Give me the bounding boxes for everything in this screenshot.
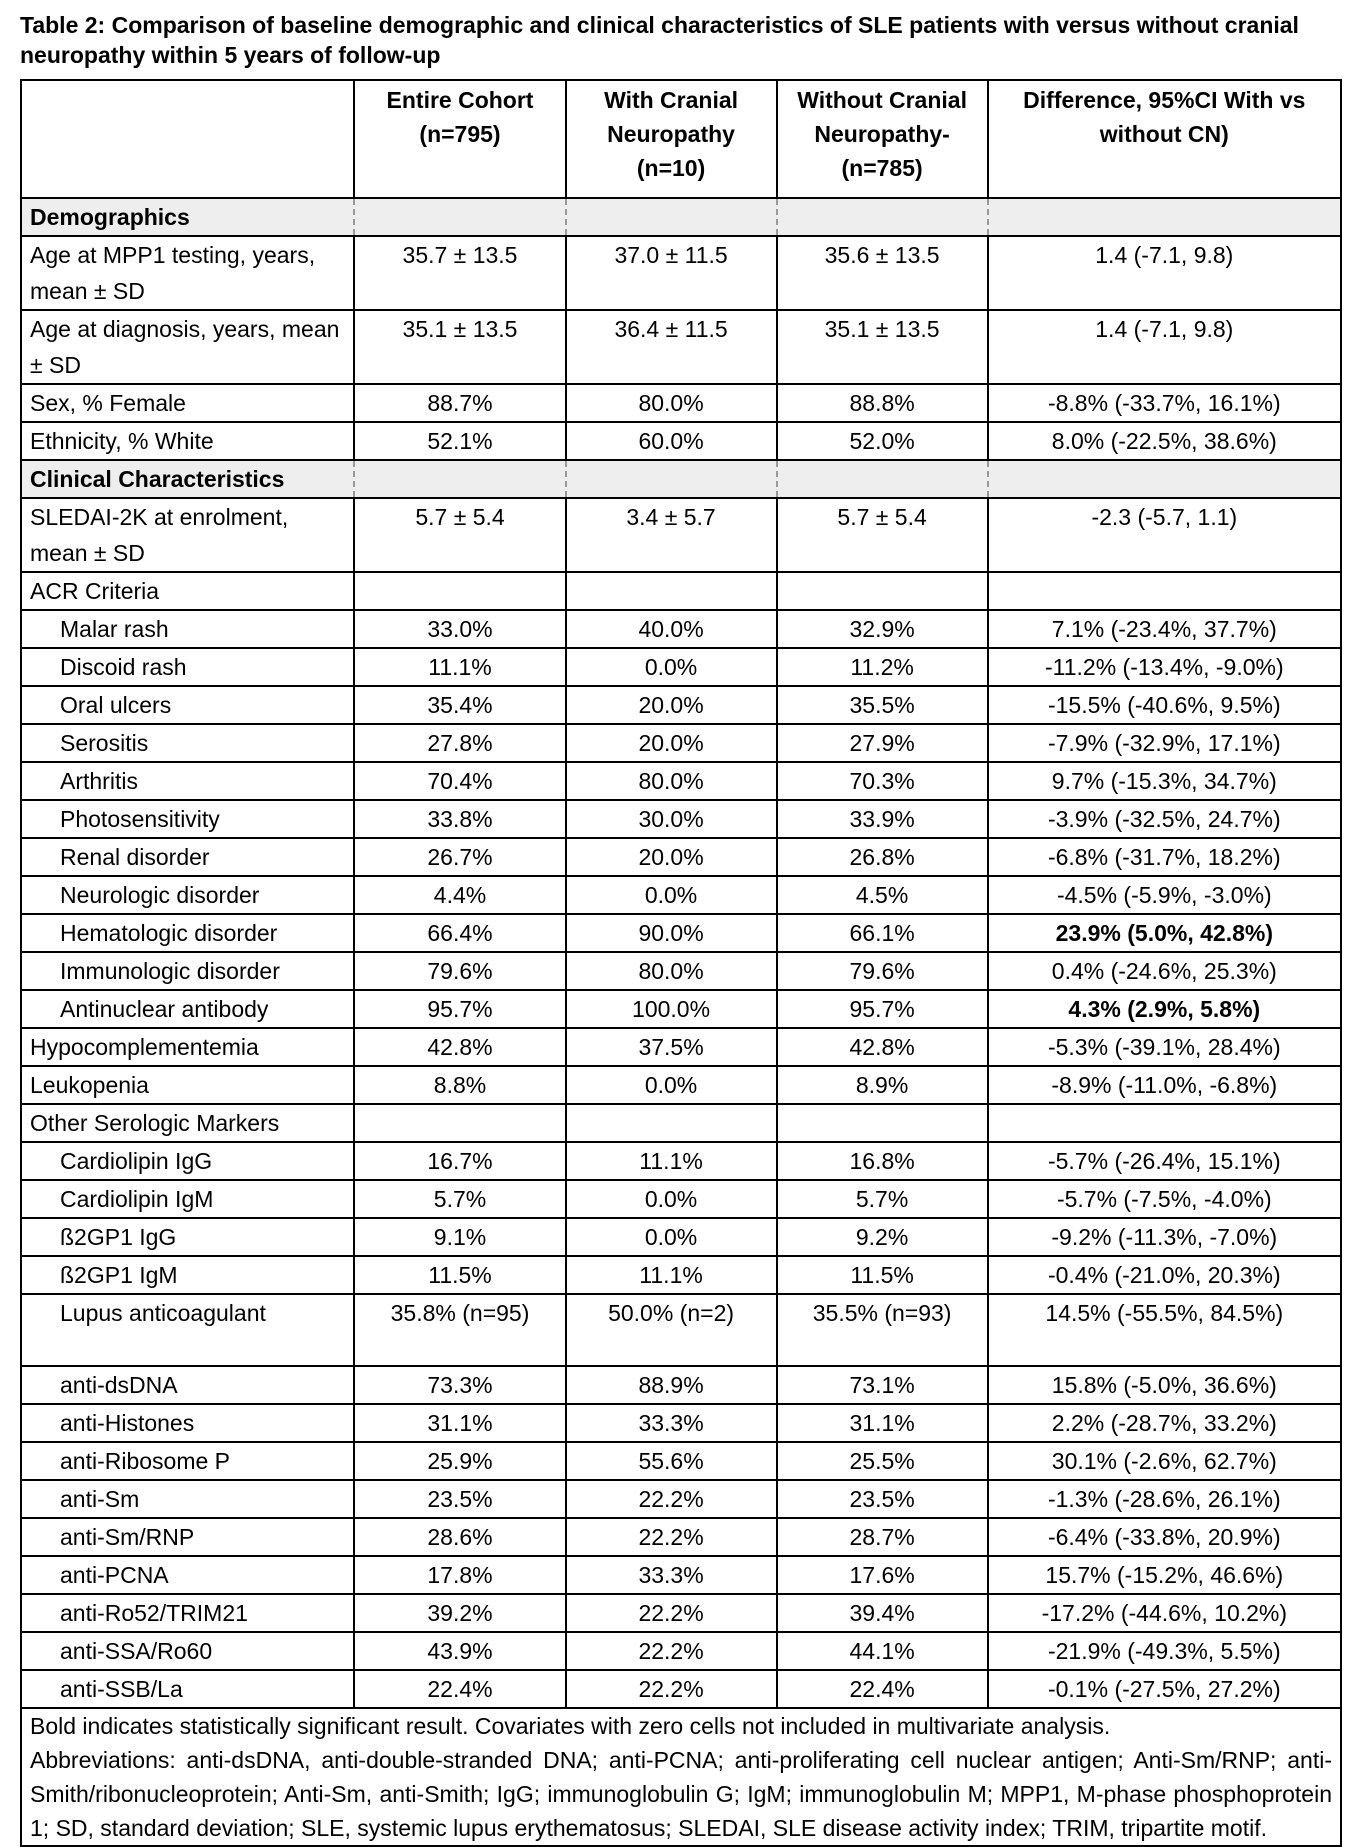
entire-cohort-cell: 35.7 ± 13.5	[354, 236, 565, 310]
table-row	[21, 1366, 1341, 1404]
row-label: Renal disorder	[21, 838, 354, 876]
row-label: anti-Histones	[21, 1404, 354, 1442]
with-cn-cell: 33.3%	[566, 1404, 777, 1442]
with-cn-cell: 60.0%	[566, 422, 777, 460]
with-cn-cell: 30.0%	[566, 800, 777, 838]
without-cn-cell: 26.8%	[777, 838, 988, 876]
entire-cohort-cell: 33.0%	[354, 610, 565, 648]
row-label: Immunologic disorder	[21, 952, 354, 990]
with-cn-cell: 80.0%	[566, 952, 777, 990]
with-cn-cell: 0.0%	[566, 1180, 777, 1218]
row-label: anti-SSA/Ro60	[21, 1632, 354, 1670]
difference-cell	[988, 572, 1341, 610]
section-row-demographics	[21, 198, 1341, 236]
without-cn-cell: 11.5%	[777, 1256, 988, 1294]
characteristics-table	[20, 79, 1342, 1847]
entire-cohort-cell: 52.1%	[354, 422, 565, 460]
table-row	[21, 1294, 1341, 1366]
entire-cohort-cell: 27.8%	[354, 724, 565, 762]
row-label: Malar rash	[21, 610, 354, 648]
entire-cohort-cell: 39.2%	[354, 1594, 565, 1632]
header-without-cn: Without Cranial Neuropathy- (n=785)	[777, 80, 988, 198]
without-cn-cell: 16.8%	[777, 1142, 988, 1180]
row-label: ß2GP1 IgM	[21, 1256, 354, 1294]
difference-cell: 9.7% (-15.3%, 34.7%)	[988, 762, 1341, 800]
row-label: Age at diagnosis, years, mean ± SD	[21, 310, 354, 384]
without-cn-cell: 22.4%	[777, 1670, 988, 1708]
entire-cohort-cell: 66.4%	[354, 914, 565, 952]
without-cn-cell: 52.0%	[777, 422, 988, 460]
with-cn-cell: 11.1%	[566, 1142, 777, 1180]
entire-cohort-cell: 42.8%	[354, 1028, 565, 1066]
footnote-cell	[21, 1708, 1341, 1846]
table-row	[21, 762, 1341, 800]
entire-cohort-cell: 4.4%	[354, 876, 565, 914]
without-cn-cell: 35.5% (n=93)	[777, 1294, 988, 1366]
difference-cell: -17.2% (-44.6%, 10.2%)	[988, 1594, 1341, 1632]
header-with-cn: With Cranial Neuropathy (n=10)	[566, 80, 777, 198]
row-label: ß2GP1 IgG	[21, 1218, 354, 1256]
with-cn-cell: 0.0%	[566, 648, 777, 686]
without-cn-cell: 4.5%	[777, 876, 988, 914]
without-cn-cell: 9.2%	[777, 1218, 988, 1256]
row-label: Serositis	[21, 724, 354, 762]
with-cn-cell: 22.2%	[566, 1632, 777, 1670]
entire-cohort-cell: 16.7%	[354, 1142, 565, 1180]
header-entire-cohort: Entire Cohort (n=795)	[354, 80, 565, 198]
with-cn-cell: 80.0%	[566, 384, 777, 422]
entire-cohort-cell: 11.5%	[354, 1256, 565, 1294]
table-row	[21, 1180, 1341, 1218]
row-label: Neurologic disorder	[21, 876, 354, 914]
row-label: Age at MPP1 testing, years, mean ± SD	[21, 236, 354, 310]
with-cn-cell: 0.0%	[566, 1066, 777, 1104]
row-label: Hypocomplementemia	[21, 1028, 354, 1066]
table-row	[21, 838, 1341, 876]
section-empty-cell	[354, 460, 565, 498]
entire-cohort-cell: 5.7%	[354, 1180, 565, 1218]
row-label: Leukopenia	[21, 1066, 354, 1104]
without-cn-cell: 35.5%	[777, 686, 988, 724]
difference-cell: -5.7% (-26.4%, 15.1%)	[988, 1142, 1341, 1180]
table-body	[21, 198, 1341, 1708]
difference-cell: 0.4% (-24.6%, 25.3%)	[988, 952, 1341, 990]
table-row	[21, 310, 1341, 384]
table-row	[21, 1632, 1341, 1670]
difference-cell: 23.9% (5.0%, 42.8%)	[988, 914, 1341, 952]
difference-cell: 7.1% (-23.4%, 37.7%)	[988, 610, 1341, 648]
difference-cell: -8.9% (-11.0%, -6.8%)	[988, 1066, 1341, 1104]
difference-cell: -15.5% (-40.6%, 9.5%)	[988, 686, 1341, 724]
footnote-significance: Bold indicates statistically significant result. Covariates with zero cells not included in multivariate analysis.	[30, 1713, 1111, 1739]
header-row	[21, 80, 1341, 198]
header-characteristic	[21, 80, 354, 198]
difference-cell: -3.9% (-32.5%, 24.7%)	[988, 800, 1341, 838]
table-row	[21, 1518, 1341, 1556]
difference-cell: 14.5% (-55.5%, 84.5%)	[988, 1294, 1341, 1366]
table-row	[21, 1594, 1341, 1632]
with-cn-cell: 22.2%	[566, 1594, 777, 1632]
difference-cell: -6.4% (-33.8%, 20.9%)	[988, 1518, 1341, 1556]
with-cn-cell: 0.0%	[566, 1218, 777, 1256]
difference-cell: -6.8% (-31.7%, 18.2%)	[988, 838, 1341, 876]
without-cn-cell: 35.1 ± 13.5	[777, 310, 988, 384]
without-cn-cell: 44.1%	[777, 1632, 988, 1670]
table-row	[21, 1556, 1341, 1594]
with-cn-cell: 22.2%	[566, 1518, 777, 1556]
entire-cohort-cell: 35.1 ± 13.5	[354, 310, 565, 384]
table-row	[21, 1218, 1341, 1256]
with-cn-cell	[566, 1104, 777, 1142]
table-row	[21, 990, 1341, 1028]
section-empty-cell	[777, 198, 988, 236]
with-cn-cell: 37.5%	[566, 1028, 777, 1066]
difference-cell: -2.3 (-5.7, 1.1)	[988, 498, 1341, 572]
with-cn-cell	[566, 572, 777, 610]
without-cn-cell: 5.7 ± 5.4	[777, 498, 988, 572]
table-row	[21, 952, 1341, 990]
entire-cohort-cell: 33.8%	[354, 800, 565, 838]
section-row-clinical	[21, 460, 1341, 498]
without-cn-cell: 28.7%	[777, 1518, 988, 1556]
row-label: Arthritis	[21, 762, 354, 800]
difference-cell: -0.4% (-21.0%, 20.3%)	[988, 1256, 1341, 1294]
table-row	[21, 610, 1341, 648]
without-cn-cell: 32.9%	[777, 610, 988, 648]
table-row	[21, 384, 1341, 422]
without-cn-cell: 39.4%	[777, 1594, 988, 1632]
header-difference: Difference, 95%CI With vs without CN)	[988, 80, 1341, 198]
with-cn-cell: 50.0% (n=2)	[566, 1294, 777, 1366]
difference-cell: -9.2% (-11.3%, -7.0%)	[988, 1218, 1341, 1256]
with-cn-cell: 20.0%	[566, 724, 777, 762]
without-cn-cell: 17.6%	[777, 1556, 988, 1594]
with-cn-cell: 40.0%	[566, 610, 777, 648]
without-cn-cell: 27.9%	[777, 724, 988, 762]
with-cn-cell: 36.4 ± 11.5	[566, 310, 777, 384]
with-cn-cell: 11.1%	[566, 1256, 777, 1294]
row-label: SLEDAI-2K at enrolment, mean ± SD	[21, 498, 354, 572]
entire-cohort-cell	[354, 572, 565, 610]
with-cn-cell: 33.3%	[566, 1556, 777, 1594]
entire-cohort-cell: 28.6%	[354, 1518, 565, 1556]
difference-cell: 15.7% (-15.2%, 46.6%)	[988, 1556, 1341, 1594]
with-cn-cell: 80.0%	[566, 762, 777, 800]
table-row	[21, 1028, 1341, 1066]
difference-cell: -21.9% (-49.3%, 5.5%)	[988, 1632, 1341, 1670]
row-label: anti-PCNA	[21, 1556, 354, 1594]
with-cn-cell: 0.0%	[566, 876, 777, 914]
row-label: anti-Ro52/TRIM21	[21, 1594, 354, 1632]
row-label: Photosensitivity	[21, 800, 354, 838]
difference-cell: -0.1% (-27.5%, 27.2%)	[988, 1670, 1341, 1708]
entire-cohort-cell: 35.8% (n=95)	[354, 1294, 565, 1366]
without-cn-cell: 70.3%	[777, 762, 988, 800]
without-cn-cell: 35.6 ± 13.5	[777, 236, 988, 310]
without-cn-cell	[777, 572, 988, 610]
difference-cell: -5.3% (-39.1%, 28.4%)	[988, 1028, 1341, 1066]
entire-cohort-cell: 23.5%	[354, 1480, 565, 1518]
difference-cell: 8.0% (-22.5%, 38.6%)	[988, 422, 1341, 460]
difference-cell: -7.9% (-32.9%, 17.1%)	[988, 724, 1341, 762]
without-cn-cell: 88.8%	[777, 384, 988, 422]
table-row	[21, 1404, 1341, 1442]
with-cn-cell: 37.0 ± 11.5	[566, 236, 777, 310]
entire-cohort-cell: 95.7%	[354, 990, 565, 1028]
row-label: ACR Criteria	[21, 572, 354, 610]
difference-cell: -5.7% (-7.5%, -4.0%)	[988, 1180, 1341, 1218]
section-heading: Demographics	[21, 198, 354, 236]
entire-cohort-cell: 73.3%	[354, 1366, 565, 1404]
section-heading: Clinical Characteristics	[21, 460, 354, 498]
with-cn-cell: 100.0%	[566, 990, 777, 1028]
row-label: anti-Ribosome P	[21, 1442, 354, 1480]
without-cn-cell: 31.1%	[777, 1404, 988, 1442]
row-label: Antinuclear antibody	[21, 990, 354, 1028]
table-row	[21, 1256, 1341, 1294]
section-empty-cell	[566, 198, 777, 236]
without-cn-cell: 25.5%	[777, 1442, 988, 1480]
table-row	[21, 1066, 1341, 1104]
table-row	[21, 1480, 1341, 1518]
entire-cohort-cell: 26.7%	[354, 838, 565, 876]
with-cn-cell: 22.2%	[566, 1670, 777, 1708]
row-label: anti-SSB/La	[21, 1670, 354, 1708]
entire-cohort-cell: 79.6%	[354, 952, 565, 990]
section-empty-cell	[988, 460, 1341, 498]
without-cn-cell: 95.7%	[777, 990, 988, 1028]
footnote-row	[21, 1708, 1341, 1846]
row-label: Other Serologic Markers	[21, 1104, 354, 1142]
difference-cell: -8.8% (-33.7%, 16.1%)	[988, 384, 1341, 422]
entire-cohort-cell: 11.1%	[354, 648, 565, 686]
table-row	[21, 686, 1341, 724]
row-label: Ethnicity, % White	[21, 422, 354, 460]
table-row	[21, 1104, 1341, 1142]
entire-cohort-cell: 88.7%	[354, 384, 565, 422]
row-label: Cardiolipin IgM	[21, 1180, 354, 1218]
difference-cell: 1.4 (-7.1, 9.8)	[988, 310, 1341, 384]
without-cn-cell: 8.9%	[777, 1066, 988, 1104]
table-row	[21, 800, 1341, 838]
row-label: anti-Sm	[21, 1480, 354, 1518]
without-cn-cell: 42.8%	[777, 1028, 988, 1066]
row-label: Cardiolipin IgG	[21, 1142, 354, 1180]
row-label: anti-dsDNA	[21, 1366, 354, 1404]
table-row	[21, 1142, 1341, 1180]
table-row	[21, 1442, 1341, 1480]
section-empty-cell	[777, 460, 988, 498]
difference-cell	[988, 1104, 1341, 1142]
table-row	[21, 914, 1341, 952]
difference-cell: 1.4 (-7.1, 9.8)	[988, 236, 1341, 310]
without-cn-cell: 11.2%	[777, 648, 988, 686]
difference-cell: 4.3% (2.9%, 5.8%)	[988, 990, 1341, 1028]
entire-cohort-cell: 9.1%	[354, 1218, 565, 1256]
table-row	[21, 422, 1341, 460]
entire-cohort-cell: 8.8%	[354, 1066, 565, 1104]
section-empty-cell	[354, 198, 565, 236]
entire-cohort-cell: 17.8%	[354, 1556, 565, 1594]
entire-cohort-cell: 35.4%	[354, 686, 565, 724]
row-label: Oral ulcers	[21, 686, 354, 724]
table-row	[21, 876, 1341, 914]
difference-cell: 30.1% (-2.6%, 62.7%)	[988, 1442, 1341, 1480]
with-cn-cell: 90.0%	[566, 914, 777, 952]
table-row	[21, 498, 1341, 572]
difference-cell: 2.2% (-28.7%, 33.2%)	[988, 1404, 1341, 1442]
table-row	[21, 724, 1341, 762]
difference-cell: 15.8% (-5.0%, 36.6%)	[988, 1366, 1341, 1404]
table-row	[21, 572, 1341, 610]
footnote-abbreviations: Abbreviations: anti-dsDNA, anti-double-stranded DNA; anti-PCNA; anti-proliferating cell nuclear antigen; Anti-Sm/RNP; anti-Smith/ribonucleoprotein; Anti-Sm, anti-Smith; IgG; immunoglobulin G; IgM; immunoglobulin M; MPP1, M-phase phosphoprotein 1; SD, standard deviation; SLE, systemic lupus erythematosus; SLEDAI, SLE disease activity index; TRIM, tripartite motif.	[30, 1747, 1332, 1841]
entire-cohort-cell: 25.9%	[354, 1442, 565, 1480]
difference-cell: -1.3% (-28.6%, 26.1%)	[988, 1480, 1341, 1518]
row-label: Lupus anticoagulant	[21, 1294, 354, 1366]
entire-cohort-cell: 22.4%	[354, 1670, 565, 1708]
without-cn-cell: 23.5%	[777, 1480, 988, 1518]
difference-cell: -11.2% (-13.4%, -9.0%)	[988, 648, 1341, 686]
entire-cohort-cell: 43.9%	[354, 1632, 565, 1670]
entire-cohort-cell	[354, 1104, 565, 1142]
with-cn-cell: 22.2%	[566, 1480, 777, 1518]
entire-cohort-cell: 31.1%	[354, 1404, 565, 1442]
table-row	[21, 648, 1341, 686]
without-cn-cell: 79.6%	[777, 952, 988, 990]
entire-cohort-cell: 70.4%	[354, 762, 565, 800]
with-cn-cell: 55.6%	[566, 1442, 777, 1480]
with-cn-cell: 3.4 ± 5.7	[566, 498, 777, 572]
with-cn-cell: 20.0%	[566, 838, 777, 876]
without-cn-cell: 73.1%	[777, 1366, 988, 1404]
with-cn-cell: 88.9%	[566, 1366, 777, 1404]
table-caption: Table 2: Comparison of baseline demographic and clinical characteristics of SLE patients with versus without cranial neuropathy within 5 years of follow-up	[20, 12, 1299, 68]
row-label: Sex, % Female	[21, 384, 354, 422]
without-cn-cell: 5.7%	[777, 1180, 988, 1218]
without-cn-cell	[777, 1104, 988, 1142]
row-label: Discoid rash	[21, 648, 354, 686]
table-row	[21, 236, 1341, 310]
row-label: anti-Sm/RNP	[21, 1518, 354, 1556]
table-row	[21, 1670, 1341, 1708]
without-cn-cell: 33.9%	[777, 800, 988, 838]
entire-cohort-cell: 5.7 ± 5.4	[354, 498, 565, 572]
section-empty-cell	[988, 198, 1341, 236]
with-cn-cell: 20.0%	[566, 686, 777, 724]
row-label: Hematologic disorder	[21, 914, 354, 952]
section-empty-cell	[566, 460, 777, 498]
without-cn-cell: 66.1%	[777, 914, 988, 952]
difference-cell: -4.5% (-5.9%, -3.0%)	[988, 876, 1341, 914]
